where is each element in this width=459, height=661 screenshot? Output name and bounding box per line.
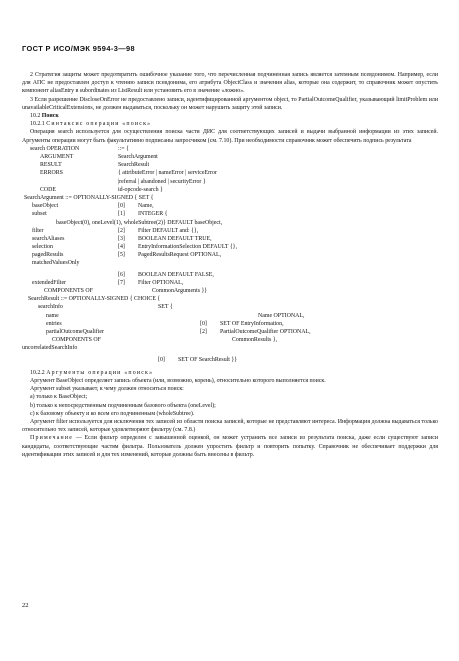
code-line xyxy=(22,279,438,287)
code-token: Name, xyxy=(138,203,154,210)
section-title: Поиск xyxy=(41,113,59,120)
code-line xyxy=(22,227,438,235)
code-token: BOOLEAN DEFAULT FALSE, xyxy=(138,271,214,278)
code-token: [7] xyxy=(118,279,125,286)
code-token: baseObject xyxy=(32,203,59,210)
code-token: name xyxy=(46,312,59,319)
code-line xyxy=(22,186,438,194)
code-token: [0] xyxy=(118,203,125,210)
code-token: SearchResult ::= OPTIONALLY-SIGNED { CHOICE { xyxy=(28,296,161,303)
code-line xyxy=(22,259,438,267)
code-line xyxy=(22,169,438,177)
code-line xyxy=(22,210,438,218)
code-line xyxy=(22,344,438,352)
code-line xyxy=(22,178,438,186)
code-line xyxy=(22,287,438,295)
code-line xyxy=(22,145,438,153)
list-item-c: c) к базовому объекту и ко всем его подчиненным (wholeSubtree). xyxy=(30,410,195,417)
code-token: SET OF SearchResult }} xyxy=(178,356,238,363)
section-heading-10-2 xyxy=(22,112,438,120)
asn1-definition xyxy=(22,145,438,364)
code-token: searchAliases xyxy=(32,235,65,242)
code-token: filter xyxy=(32,227,44,234)
code-line xyxy=(22,161,438,169)
note-text: — Если фильтр определен с завышенной оценкой, он может устранить все записи из результата поиска, даже если существуют записи кандидаты, соответствующие частям фильтра. Пользователь должен упростить фильтр и повторить попытку. Справочник не обеспечивает поддержки для идентификации этих записей и для тех изменений, которые должны быть внесены в фильтр. xyxy=(22,435,438,458)
subsection-title: Синтаксис операции «поиск» xyxy=(46,121,152,128)
code-token: INTEGER { xyxy=(138,211,168,218)
code-token: SET OF EntryInformation, xyxy=(220,320,284,327)
subsection-title: Аргументы операции «поиск» xyxy=(46,369,154,376)
code-token: extendedFilter xyxy=(32,279,67,286)
code-token: CODE xyxy=(40,186,57,193)
note-paragraph-3: 3 Если разрешение DiscloseOnError не предоставлено записи, идентифицированной аргументом object, то PartialOutcomeQualifier, указывающий limitProblem или unavailableCriticalExtensions, не должен выдаваться, поскольку он может нарушить защиту этой записи. xyxy=(22,96,438,111)
code-token: |referral | abandoned | securityError } xyxy=(118,178,206,185)
code-token: entries xyxy=(46,320,62,327)
code-line xyxy=(22,356,438,364)
code-token: SET { xyxy=(158,304,173,311)
list-item-a: a) только к BaseObject; xyxy=(30,394,88,401)
subsection-heading-10-2-2 xyxy=(22,369,438,377)
code-token: { attributeError | nameError | serviceError xyxy=(118,170,217,177)
code-token: [1] xyxy=(118,211,125,218)
code-token: [3] xyxy=(118,235,125,242)
code-line xyxy=(22,271,438,279)
code-token: EntryInformationSelection DEFAULT {}, xyxy=(138,244,237,251)
code-token: PartialOutcomeQualifier OPTIONAL, xyxy=(220,328,311,335)
code-token: ARGUMENT xyxy=(40,154,74,161)
code-token: SearchArgument xyxy=(118,154,158,161)
code-token: baseObject(0), oneLevel(1), wholeSubtree(2)} DEFAULT baseObject, xyxy=(56,219,223,226)
code-token: [2] xyxy=(200,328,207,335)
code-token: ERRORS xyxy=(40,170,63,177)
code-token: BOOLEAN DEFAULT TRUE, xyxy=(138,235,212,242)
note-paragraph-2: 2 Стратегия защиты может предотвратить ошибочное указание того, что перечисленная подчиненная запись является затемным псевдонимом. Например, если для АПС не предоставлен доступ к чтению записи псевдонима, его атрибута ObjectClass и значения alias, которые она содержит, то справочник может опустить компонент aliasEntry в subordinates из ListResult или установить его в значение «ложно». xyxy=(22,72,438,95)
code-token: search OPERATION xyxy=(30,145,80,152)
note-paragraph xyxy=(22,434,438,459)
code-line xyxy=(22,312,438,320)
code-line xyxy=(22,320,438,328)
code-token: subset xyxy=(32,211,47,218)
code-token: Filter OPTIONAL, xyxy=(138,279,184,286)
subsection-number: 10.2.2 xyxy=(30,369,45,376)
code-line xyxy=(22,303,438,311)
code-line xyxy=(22,194,438,202)
code-token: CommonArguments }} xyxy=(152,288,208,295)
filter-paragraph: Аргумент filter используется для исключения тех записей из области поиска записей, которые не представляют интереса. Информация должна выдаваться только относительно тех записей, которые удовлетворяют фильтру (см. 7.8.) xyxy=(22,418,438,434)
code-token: [0] xyxy=(200,320,207,327)
code-line xyxy=(22,336,438,344)
code-token: matchedValuesOnly xyxy=(32,260,80,267)
code-token: partialOutcomeQualifier xyxy=(46,328,104,335)
code-token: [5] xyxy=(118,252,125,259)
running-header: ГОСТ Р ИСО/МЭК 9594-3—98 xyxy=(22,44,136,53)
code-line xyxy=(22,243,438,251)
page-number: 22 xyxy=(22,602,29,609)
code-token: [2] xyxy=(118,227,125,234)
code-line xyxy=(22,235,438,243)
code-line xyxy=(22,202,438,210)
subsection-heading-10-2-1 xyxy=(22,120,438,128)
code-token: COMPONENTS OF xyxy=(44,288,93,295)
code-token: CommonResults }, xyxy=(232,337,278,344)
page-body xyxy=(22,71,438,459)
code-line xyxy=(22,219,438,227)
subset-paragraph: Аргумент subset указывает, к чему должен относиться поиск: xyxy=(30,386,184,393)
code-token: id-opcode-search } xyxy=(118,186,163,193)
code-token: [6] xyxy=(118,271,125,278)
code-line xyxy=(22,328,438,336)
code-token: SearchArgument ::= OPTIONALLY-SIGNED { SET { xyxy=(24,194,154,201)
code-token: SearchResult xyxy=(118,162,150,169)
code-token: Filter DEFAULT and: {}, xyxy=(138,227,199,234)
subsection-number: 10.2.1 xyxy=(30,121,45,128)
note-label: Примечание xyxy=(30,435,74,442)
code-token: pagedResults xyxy=(32,252,64,259)
base-object-paragraph: Аргумент BaseObject определяет запись объекта (или, возможно, корень), относительно которого выполняется поиск. xyxy=(30,377,326,384)
code-line xyxy=(22,295,438,303)
code-token: ::= { xyxy=(118,145,129,152)
code-token: COMPONENTS OF xyxy=(52,337,101,344)
code-token: uncorrelatedSearchInfo xyxy=(22,345,78,352)
code-token: [4] xyxy=(118,244,125,251)
operation-description: Операция search используется для осуществления поиска части ДИС для соответствующих записей и выдачи выбранной информации из этих записей. Аргументы операции могут быть факультативно подписаны запросчиком (см. 7.10). При необходимости справочник может обеспечить подпись результата xyxy=(22,129,438,144)
code-token: selection xyxy=(32,244,53,251)
code-token: RESULT xyxy=(40,162,62,169)
code-token: Name OPTIONAL, xyxy=(258,312,305,319)
section-number: 10.2 xyxy=(30,113,41,120)
code-token: searchInfo xyxy=(38,304,63,311)
code-token: PagedResultsRequest OPTIONAL, xyxy=(138,252,222,259)
code-line xyxy=(22,251,438,259)
list-item-b: b) только к непосредственным подчиненным базового объекта (oneLevel); xyxy=(30,402,216,409)
code-line xyxy=(22,153,438,161)
code-token: [0] xyxy=(158,356,165,363)
